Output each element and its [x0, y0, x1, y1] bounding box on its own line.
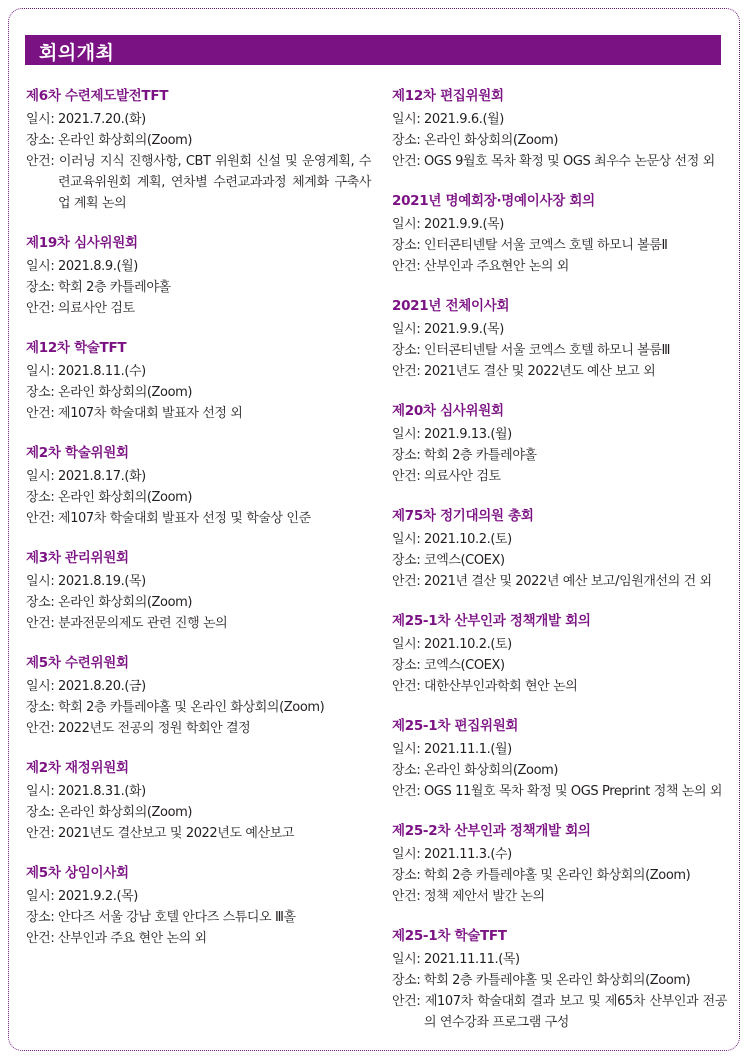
meeting-date-value: 2021.8.9.(월) — [58, 259, 138, 274]
meeting-place-label: 장소: — [392, 448, 425, 463]
meeting-place — [392, 550, 727, 571]
meeting-place-label: 장소: — [26, 490, 59, 505]
meeting-agenda-label: 안건: — [392, 889, 425, 904]
meeting-agenda — [392, 886, 727, 907]
meeting-agenda-value: 2022년도 전공의 정원 학회안 결정 — [58, 721, 251, 736]
meeting-agenda-value: 정책 제안서 발간 논의 — [424, 889, 545, 904]
meeting-agenda — [26, 823, 371, 844]
meeting-title: 제12차 학술TFT — [26, 340, 127, 356]
meeting-date — [26, 256, 371, 277]
meeting-date-label: 일시: — [26, 679, 59, 694]
meeting-date — [26, 571, 371, 592]
meeting-item — [392, 296, 727, 382]
meeting-date-value: 2021.8.20.(금) — [58, 679, 146, 694]
meeting-title: 제25-2차 산부인과 정책개발 회의 — [392, 823, 591, 839]
meeting-date — [26, 361, 371, 382]
meeting-item — [26, 758, 371, 844]
meeting-date-value: 2021.9.2.(목) — [58, 889, 138, 904]
meeting-date — [392, 844, 727, 865]
meeting-title: 제6차 수련제도발전TFT — [26, 88, 169, 104]
right-column — [392, 86, 727, 1052]
meeting-agenda-value: OGS 9월호 목차 확정 및 OGS 최우수 논문상 선정 외 — [424, 154, 715, 169]
meeting-place — [26, 802, 371, 823]
section-title: 회의개최 — [39, 42, 115, 64]
meeting-agenda-label: 안건: — [392, 574, 425, 589]
meeting-date-label: 일시: — [392, 322, 425, 337]
meeting-date-label: 일시: — [392, 847, 425, 862]
meeting-place — [26, 907, 371, 928]
meeting-agenda — [26, 508, 371, 529]
meeting-place-value: 온라인 화상회의(Zoom) — [58, 805, 193, 820]
meeting-place-label: 장소: — [392, 868, 425, 883]
meeting-place-label: 장소: — [26, 385, 59, 400]
meeting-date — [392, 949, 727, 970]
meeting-place-label: 장소: — [392, 343, 425, 358]
meeting-agenda-value: 산부인과 주요 현안 논의 외 — [58, 931, 207, 946]
meeting-date-label: 일시: — [392, 427, 425, 442]
meeting-agenda-label: 안건: — [26, 511, 59, 526]
meeting-agenda — [392, 361, 727, 382]
meeting-agenda-label: 안건: — [392, 259, 425, 274]
meeting-item — [392, 716, 727, 802]
meeting-date-label: 일시: — [392, 217, 425, 232]
meeting-agenda — [392, 466, 727, 487]
meeting-item — [392, 506, 727, 592]
meeting-agenda-value: 2021년도 결산보고 및 2022년도 예산보고 — [58, 826, 294, 841]
meeting-agenda-label: 안건: — [26, 721, 59, 736]
meeting-agenda-label: 안건: — [392, 994, 425, 1009]
meeting-item — [26, 233, 371, 319]
meeting-date-label: 일시: — [26, 259, 59, 274]
meeting-place — [392, 445, 727, 466]
meeting-agenda-label: 안건: — [26, 154, 59, 169]
meeting-agenda — [26, 613, 371, 634]
meeting-item — [26, 443, 371, 529]
meeting-place-value: 온라인 화상회의(Zoom) — [58, 133, 193, 148]
meeting-agenda-label: 안건: — [392, 364, 425, 379]
meeting-place-value: 학회 2층 카틀레야홀 — [58, 280, 171, 295]
meeting-place-label: 장소: — [392, 238, 425, 253]
meeting-date — [392, 739, 727, 760]
meeting-place-label: 장소: — [26, 700, 59, 715]
meeting-date-label: 일시: — [26, 364, 59, 379]
meeting-title: 제3차 관리위원회 — [26, 550, 129, 566]
meeting-agenda-value: 분과전문의제도 관련 진행 논의 — [58, 616, 228, 631]
meeting-date-value: 2021.9.13.(월) — [424, 427, 512, 442]
meeting-date-value: 2021.11.11.(목) — [424, 952, 520, 967]
meeting-item — [26, 86, 371, 214]
meeting-title: 제12차 편집위원회 — [392, 88, 504, 104]
meeting-place — [26, 130, 371, 151]
meeting-agenda-value: 제107차 학술대회 발표자 선정 외 — [58, 406, 243, 421]
meeting-agenda-label: 안건: — [392, 154, 425, 169]
meeting-place — [392, 340, 727, 361]
meeting-item — [26, 548, 371, 634]
meeting-place-label: 장소: — [26, 805, 59, 820]
meeting-date — [26, 781, 371, 802]
meeting-agenda-value: 제107차 학술대회 결과 보고 및 제65차 산부인과 전공의 연수강좌 프로그램 구성 — [424, 994, 728, 1030]
meeting-date-label: 일시: — [392, 112, 425, 127]
meeting-date-label: 일시: — [26, 889, 59, 904]
meeting-agenda — [26, 298, 371, 319]
meeting-agenda-value: 2021년도 결산 및 2022년도 예산 보고 외 — [424, 364, 656, 379]
meeting-place-value: 학회 2층 카틀레야홀 — [424, 448, 537, 463]
meeting-date-label: 일시: — [26, 574, 59, 589]
meeting-item — [26, 863, 371, 949]
meeting-place-label: 장소: — [392, 973, 425, 988]
meeting-date — [26, 886, 371, 907]
meeting-item — [392, 191, 727, 277]
meeting-agenda-label: 안건: — [26, 826, 59, 841]
meeting-agenda-value: 의료사안 검토 — [58, 301, 135, 316]
meeting-date — [26, 109, 371, 130]
meeting-agenda — [26, 928, 371, 949]
meeting-date-value: 2021.10.2.(토) — [424, 532, 512, 547]
meeting-item — [26, 338, 371, 424]
meeting-agenda-label: 안건: — [26, 301, 59, 316]
meeting-date-value: 2021.9.9.(목) — [424, 322, 504, 337]
left-column — [26, 86, 371, 968]
meeting-date-value: 2021.11.3.(수) — [424, 847, 512, 862]
meeting-date — [392, 214, 727, 235]
meeting-agenda-value: 대한산부인과학회 현안 논의 — [424, 679, 578, 694]
meeting-place — [392, 970, 727, 991]
meeting-date-value: 2021.9.6.(월) — [424, 112, 504, 127]
meeting-place — [26, 382, 371, 403]
meeting-place-label: 장소: — [26, 280, 59, 295]
meeting-place-label: 장소: — [392, 763, 425, 778]
meeting-title: 제25-1차 편집위원회 — [392, 718, 519, 734]
meeting-agenda — [392, 991, 727, 1033]
meeting-agenda-value: 의료사안 검토 — [424, 469, 501, 484]
meeting-agenda-value: 이러닝 지식 진행사항, CBT 위원회 신설 및 운영계획, 수련교육위원회 계획, 연차별 수련교과과정 체계화 구축사업 계획 논의 — [58, 154, 371, 211]
meeting-date-label: 일시: — [26, 469, 59, 484]
meeting-place-value: 온라인 화상회의(Zoom) — [58, 595, 193, 610]
meeting-place-value: 온라인 화상회의(Zoom) — [58, 385, 193, 400]
meeting-agenda — [26, 718, 371, 739]
meeting-agenda-value: 제107차 학술대회 발표자 선정 및 학술상 인준 — [58, 511, 311, 526]
meeting-item — [26, 653, 371, 739]
meeting-agenda-value: OGS 11월호 목차 확정 및 OGS Preprint 정책 논의 외 — [424, 784, 722, 799]
meeting-agenda — [392, 256, 727, 277]
meeting-title: 제2차 재정위원회 — [26, 760, 129, 776]
meeting-agenda — [392, 571, 727, 592]
meeting-item — [392, 926, 727, 1033]
meeting-place-label: 장소: — [392, 553, 425, 568]
meeting-place-label: 장소: — [26, 595, 59, 610]
meeting-date — [26, 466, 371, 487]
meeting-place-value: 온라인 화상회의(Zoom) — [424, 763, 559, 778]
meeting-date — [392, 424, 727, 445]
meeting-item — [392, 86, 727, 172]
meeting-date-value: 2021.8.19.(목) — [58, 574, 146, 589]
meeting-place — [26, 487, 371, 508]
meeting-date-label: 일시: — [26, 784, 59, 799]
meeting-place — [26, 592, 371, 613]
meeting-item — [392, 611, 727, 697]
meeting-place-value: 인터콘티넨탈 서울 코엑스 호텔 하모니 볼룸Ⅱ — [424, 238, 668, 253]
meeting-title: 2021년 전체이사회 — [392, 298, 510, 314]
meeting-place-label: 장소: — [392, 133, 425, 148]
meeting-agenda-label: 안건: — [26, 406, 59, 421]
meeting-agenda — [392, 676, 727, 697]
meeting-agenda — [26, 403, 371, 424]
meeting-agenda-label: 안건: — [26, 931, 59, 946]
meeting-place-value: 학회 2층 카틀레야홀 및 온라인 화상회의(Zoom) — [424, 868, 691, 883]
meeting-date — [392, 109, 727, 130]
meeting-place-value: 안다즈 서울 강남 호텔 안다즈 스튜디오 Ⅲ홀 — [58, 910, 296, 925]
meeting-place-value: 학회 2층 카틀레야홀 및 온라인 화상회의(Zoom) — [424, 973, 691, 988]
meeting-agenda-value: 산부인과 주요현안 논의 외 — [424, 259, 569, 274]
meeting-date-value: 2021.7.20.(화) — [58, 112, 146, 127]
meeting-date-label: 일시: — [392, 637, 425, 652]
meeting-agenda-value: 2021년 결산 및 2022년 예산 보고/임원개선의 건 외 — [424, 574, 712, 589]
meeting-date-value: 2021.8.11.(수) — [58, 364, 146, 379]
meeting-title: 제19차 심사위원회 — [26, 235, 138, 251]
meeting-place-value: 학회 2층 카틀레야홀 및 온라인 화상회의(Zoom) — [58, 700, 325, 715]
meeting-item — [392, 821, 727, 907]
meeting-date-label: 일시: — [392, 742, 425, 757]
meeting-place-value: 인터콘티넨탈 서울 코엑스 호텔 하모니 볼룸Ⅲ — [424, 343, 671, 358]
meeting-title: 제75차 정기대의원 총회 — [392, 508, 534, 524]
meeting-date-label: 일시: — [392, 532, 425, 547]
meeting-date-label: 일시: — [26, 112, 59, 127]
meeting-date — [26, 676, 371, 697]
meeting-agenda — [26, 151, 371, 214]
meeting-agenda-label: 안건: — [392, 469, 425, 484]
meeting-place-label: 장소: — [26, 910, 59, 925]
meeting-date-value: 2021.11.1.(월) — [424, 742, 512, 757]
meeting-title: 제2차 학술위원회 — [26, 445, 129, 461]
meeting-agenda — [392, 151, 727, 172]
meeting-place — [392, 760, 727, 781]
meeting-agenda-label: 안건: — [392, 679, 425, 694]
meeting-title: 제25-1차 학술TFT — [392, 928, 507, 944]
meeting-place-value: 코엑스(COEX) — [424, 553, 505, 568]
meeting-date — [392, 529, 727, 550]
meeting-place-label: 장소: — [392, 658, 425, 673]
meeting-date-label: 일시: — [392, 952, 425, 967]
meeting-title: 제5차 수련위원회 — [26, 655, 129, 671]
meeting-agenda — [392, 781, 727, 802]
meeting-place — [26, 277, 371, 298]
meeting-place — [392, 865, 727, 886]
meeting-agenda-label: 안건: — [392, 784, 425, 799]
meeting-place-label: 장소: — [26, 133, 59, 148]
meeting-place-value: 코엑스(COEX) — [424, 658, 505, 673]
meeting-place-value: 온라인 화상회의(Zoom) — [58, 490, 193, 505]
meeting-title: 제5차 상임이사회 — [26, 865, 129, 881]
meeting-date — [392, 634, 727, 655]
meeting-place — [392, 235, 727, 256]
meeting-date-value: 2021.9.9.(목) — [424, 217, 504, 232]
meeting-agenda-label: 안건: — [26, 616, 59, 631]
meeting-date — [392, 319, 727, 340]
meeting-title: 2021년 명예회장·명예이사장 회의 — [392, 193, 595, 209]
meeting-place — [392, 655, 727, 676]
meeting-date-value: 2021.8.17.(화) — [58, 469, 146, 484]
section-header — [25, 35, 721, 65]
meeting-place — [392, 130, 727, 151]
meeting-title: 제25-1차 산부인과 정책개발 회의 — [392, 613, 591, 629]
meeting-date-value: 2021.8.31.(화) — [58, 784, 146, 799]
meeting-item — [392, 401, 727, 487]
meeting-place — [26, 697, 371, 718]
meeting-date-value: 2021.10.2.(토) — [424, 637, 512, 652]
meeting-place-value: 온라인 화상회의(Zoom) — [424, 133, 559, 148]
meeting-title: 제20차 심사위원회 — [392, 403, 504, 419]
